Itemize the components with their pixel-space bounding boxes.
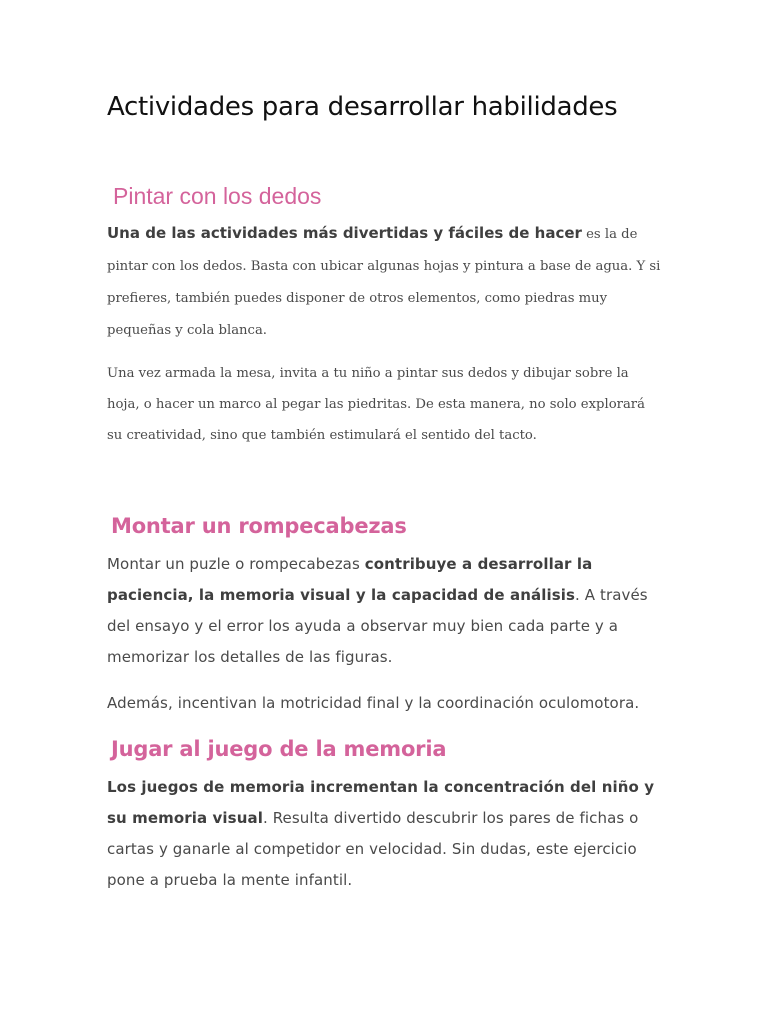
section-heading-memory-game: Jugar al juego de la memoria (111, 737, 447, 761)
body-text: Montar un puzle o rompecabezas (107, 555, 365, 573)
bold-text: contribuye a desarrollar la paciencia, la memoria visual y la capacidad de análisis (107, 555, 593, 604)
paragraph-finger-painting-intro (107, 218, 663, 346)
body-text: es la de pintar con los dedos. Basta con ubicar algunas hojas y pintura a base de agua. Y si prefieres, también puedes disponer de otros elementos, como piedras muy pequeñas y cola blanca. (107, 227, 661, 338)
section-heading-puzzle: Montar un rompecabezas (111, 514, 407, 538)
paragraph-puzzle-detail: Además, incentivan la motricidad final y la coordinación oculomotora. (107, 694, 640, 712)
body-text: . A través del ensayo y el error los ayuda a observar muy bien cada parte y a memorizar los detalles de las figuras. (107, 586, 648, 666)
document-title: Actividades para desarrollar habilidades (107, 92, 618, 122)
body-text: . Resulta divertido descubrir los pares de fichas o cartas y ganarle al competidor en velocidad. Sin dudas, este ejercicio pone a prueba la mente infantil. (107, 809, 639, 889)
paragraph-finger-painting-detail: Una vez armada la mesa, invita a tu niño a pintar sus dedos y dibujar sobre la hoja, o hacer un marco al pegar las piedritas. De esta manera, no solo explorará su creatividad, sino que también estimulará el sentido del tacto. (107, 366, 645, 443)
section-heading-finger-painting: Pintar con los dedos (113, 183, 322, 209)
paragraph-puzzle-intro (107, 549, 663, 673)
paragraph-memory-game (107, 772, 663, 896)
bold-lead-text: Una de las actividades más divertidas y fáciles de hacer (107, 224, 582, 242)
bold-text: Los juegos de memoria incrementan la concentración del niño y su memoria visual (107, 778, 655, 827)
